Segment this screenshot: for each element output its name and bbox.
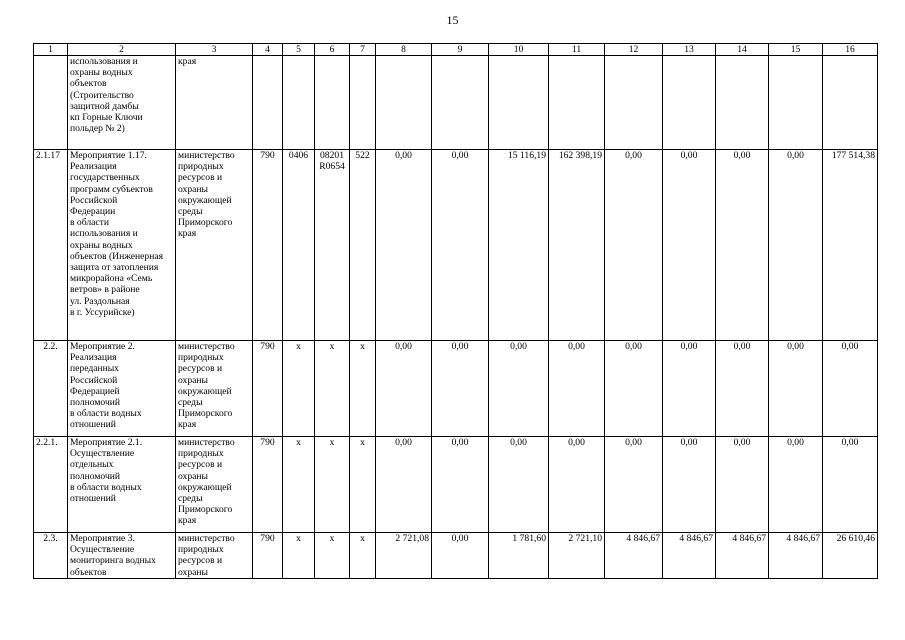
column-header-12: 12 bbox=[605, 44, 663, 56]
amount-cell: 0,00 bbox=[605, 437, 663, 533]
amount-cell: 0,00 bbox=[432, 150, 489, 341]
code-cell: x bbox=[315, 341, 350, 437]
amount-cell: 0,00 bbox=[769, 341, 823, 437]
column-header-8: 8 bbox=[376, 44, 432, 56]
amount-cell: 4 846,67 bbox=[663, 533, 716, 579]
code-cell bbox=[283, 56, 315, 150]
amount-cell bbox=[605, 56, 663, 150]
responsible-executor: министерство природных ресурсов и охраны окружающей среды Приморского края bbox=[176, 437, 253, 533]
row-number: 2.1.17 bbox=[34, 150, 68, 341]
amount-cell: 0,00 bbox=[549, 437, 605, 533]
row-number: 2.3. bbox=[34, 533, 68, 579]
amount-cell: 0,00 bbox=[376, 150, 432, 341]
amount-cell: 0,00 bbox=[432, 341, 489, 437]
table-row bbox=[34, 437, 878, 533]
amount-cell: 0,00 bbox=[549, 341, 605, 437]
table-row bbox=[34, 56, 878, 150]
column-header-7: 7 bbox=[350, 44, 376, 56]
amount-cell: 0,00 bbox=[823, 437, 878, 533]
amount-cell: 2 721,10 bbox=[549, 533, 605, 579]
amount-cell: 0,00 bbox=[769, 150, 823, 341]
column-header-1: 1 bbox=[34, 44, 68, 56]
amount-cell: 0,00 bbox=[823, 341, 878, 437]
column-header-2: 2 bbox=[68, 44, 176, 56]
amount-cell bbox=[716, 56, 769, 150]
code-cell: 790 bbox=[253, 533, 283, 579]
amount-cell: 162 398,19 bbox=[549, 150, 605, 341]
code-cell bbox=[350, 56, 376, 150]
responsible-executor: министерство природных ресурсов и охраны окружающей среды Приморского края bbox=[176, 150, 253, 341]
code-cell: x bbox=[283, 437, 315, 533]
row-number: 2.2. bbox=[34, 341, 68, 437]
header-row bbox=[34, 44, 878, 56]
amount-cell: 0,00 bbox=[716, 341, 769, 437]
amount-cell: 15 116,19 bbox=[489, 150, 549, 341]
amount-cell: 0,00 bbox=[489, 437, 549, 533]
activity-name: Мероприятие 2.1. Осуществление отдельных полномочий в области водных отношений bbox=[68, 437, 176, 533]
code-cell: x bbox=[350, 437, 376, 533]
amount-cell: 0,00 bbox=[663, 150, 716, 341]
amount-cell: 0,00 bbox=[716, 150, 769, 341]
page-number: 15 bbox=[446, 13, 459, 27]
amount-cell: 0,00 bbox=[605, 150, 663, 341]
responsible-executor: министерство природных ресурсов и охраны окружающей среды Приморского края bbox=[176, 341, 253, 437]
activity-name: Мероприятие 2. Реализация переданных Российской Федерацией полномочий в области водных отношений bbox=[68, 341, 176, 437]
budget-table bbox=[33, 43, 878, 579]
amount-cell: 0,00 bbox=[376, 341, 432, 437]
row-number: 2.2.1. bbox=[34, 437, 68, 533]
code-cell: x bbox=[350, 533, 376, 579]
column-header-13: 13 bbox=[663, 44, 716, 56]
amount-cell: 0,00 bbox=[489, 341, 549, 437]
responsible-executor: края bbox=[176, 56, 253, 150]
amount-cell bbox=[769, 56, 823, 150]
code-cell: x bbox=[315, 533, 350, 579]
amount-cell bbox=[376, 56, 432, 150]
amount-cell: 26 610,46 bbox=[823, 533, 878, 579]
column-header-16: 16 bbox=[823, 44, 878, 56]
table-row bbox=[34, 341, 878, 437]
amount-cell: 0,00 bbox=[663, 437, 716, 533]
code-cell: x bbox=[315, 437, 350, 533]
column-header-15: 15 bbox=[769, 44, 823, 56]
column-header-5: 5 bbox=[283, 44, 315, 56]
code-cell: 0406 bbox=[283, 150, 315, 341]
column-header-9: 9 bbox=[432, 44, 489, 56]
code-cell bbox=[253, 56, 283, 150]
amount-cell: 1 781,60 bbox=[489, 533, 549, 579]
code-cell: 790 bbox=[253, 150, 283, 341]
code-cell: x bbox=[283, 341, 315, 437]
amount-cell bbox=[663, 56, 716, 150]
amount-cell: 4 846,67 bbox=[716, 533, 769, 579]
column-header-14: 14 bbox=[716, 44, 769, 56]
table-row bbox=[34, 150, 878, 341]
amount-cell: 0,00 bbox=[605, 341, 663, 437]
amount-cell: 2 721,08 bbox=[376, 533, 432, 579]
responsible-executor: министерство природных ресурсов и охраны bbox=[176, 533, 253, 579]
column-header-4: 4 bbox=[253, 44, 283, 56]
activity-name: Мероприятие 3. Осуществление мониторинга водных объектов bbox=[68, 533, 176, 579]
code-cell: 790 bbox=[253, 341, 283, 437]
code-cell: x bbox=[283, 533, 315, 579]
column-header-3: 3 bbox=[176, 44, 253, 56]
amount-cell: 177 514,38 bbox=[823, 150, 878, 341]
column-header-10: 10 bbox=[489, 44, 549, 56]
amount-cell: 0,00 bbox=[376, 437, 432, 533]
activity-name: использования и охраны водных объектов (Строительство защитной дамбы кп Горные Ключи польдер № 2) bbox=[68, 56, 176, 150]
amount-cell bbox=[823, 56, 878, 150]
activity-name: Мероприятие 1.17. Реализация государственных программ субъектов Российской Федерации в области использования и охраны водных объектов (Инженерная защита от затопления микрорайона «Семь ветров» в районе ул. Раздольная в г. Уссурийске) bbox=[68, 150, 176, 341]
amount-cell: 0,00 bbox=[769, 437, 823, 533]
code-cell: 08201 R0654 bbox=[315, 150, 350, 341]
column-header-11: 11 bbox=[549, 44, 605, 56]
amount-cell: 0,00 bbox=[432, 533, 489, 579]
amount-cell bbox=[432, 56, 489, 150]
code-cell: 522 bbox=[350, 150, 376, 341]
amount-cell: 0,00 bbox=[716, 437, 769, 533]
code-cell bbox=[315, 56, 350, 150]
column-header-6: 6 bbox=[315, 44, 350, 56]
table-row bbox=[34, 533, 878, 579]
code-cell: 790 bbox=[253, 437, 283, 533]
amount-cell: 4 846,67 bbox=[769, 533, 823, 579]
row-number bbox=[34, 56, 68, 150]
amount-cell: 0,00 bbox=[432, 437, 489, 533]
amount-cell: 4 846,67 bbox=[605, 533, 663, 579]
amount-cell: 0,00 bbox=[663, 341, 716, 437]
amount-cell bbox=[549, 56, 605, 150]
code-cell: x bbox=[350, 341, 376, 437]
amount-cell bbox=[489, 56, 549, 150]
